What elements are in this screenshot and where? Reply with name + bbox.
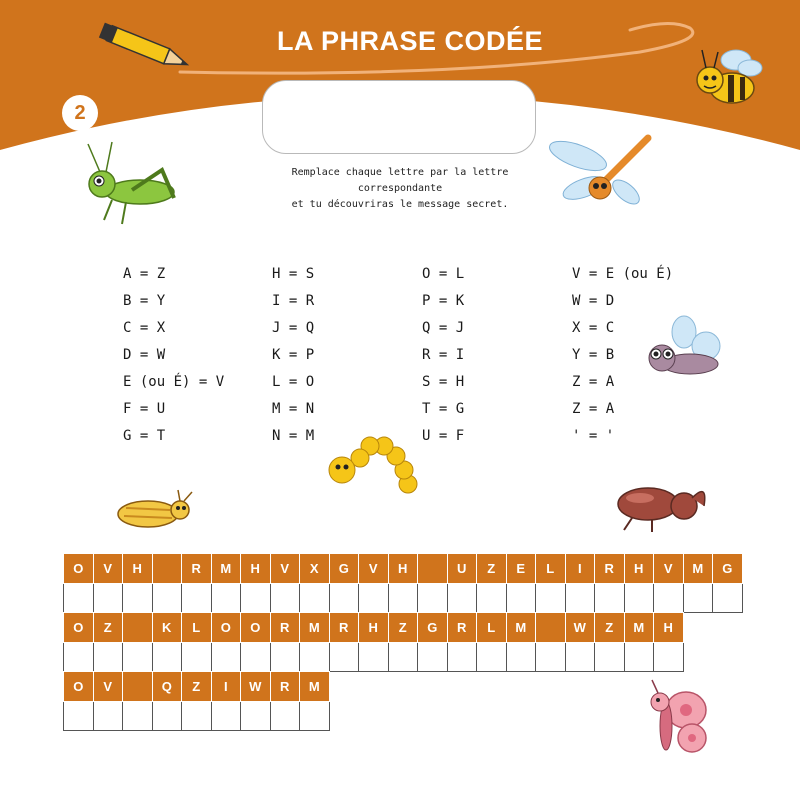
answer-cell[interactable] xyxy=(683,583,713,613)
cipher-entry: F = U xyxy=(123,401,166,417)
code-cell: I xyxy=(211,672,241,702)
instructions-line: et tu découvriras le message secret. xyxy=(291,199,509,210)
pencil-icon xyxy=(96,24,196,74)
code-cell: M xyxy=(211,554,241,584)
answer-cell[interactable] xyxy=(654,642,684,672)
answer-cell[interactable] xyxy=(624,642,654,672)
code-cell: V xyxy=(270,554,300,584)
caterpillar-icon xyxy=(328,430,418,494)
instructions-line: Remplace chaque lettre par la lettre correspondante xyxy=(291,167,509,194)
cipher-entry: S = H xyxy=(422,374,465,390)
code-cell: M xyxy=(300,613,330,643)
answer-cell[interactable] xyxy=(595,642,625,672)
answer-cell[interactable] xyxy=(64,701,94,731)
code-cell: V xyxy=(654,554,684,584)
bee-icon xyxy=(692,42,764,110)
code-cell: Z xyxy=(477,554,507,584)
answer-cell[interactable] xyxy=(447,642,477,672)
code-cell xyxy=(536,613,566,643)
answer-cell[interactable] xyxy=(64,642,94,672)
answer-cell[interactable] xyxy=(359,642,389,672)
cipher-entry: X = C xyxy=(572,320,615,336)
answer-cell[interactable] xyxy=(123,583,153,613)
answer-cell[interactable] xyxy=(388,642,418,672)
answer-cell[interactable] xyxy=(536,583,566,613)
code-cell: R xyxy=(447,613,477,643)
answer-row xyxy=(64,642,684,672)
answer-cell[interactable] xyxy=(270,583,300,613)
code-cell: V xyxy=(93,554,123,584)
code-cell: Z xyxy=(388,613,418,643)
code-cell: R xyxy=(270,613,300,643)
answer-cell[interactable] xyxy=(654,583,684,613)
code-cell: O xyxy=(211,613,241,643)
code-cell: R xyxy=(270,672,300,702)
cipher-entry: H = S xyxy=(272,266,315,282)
answer-cell[interactable] xyxy=(241,583,271,613)
cipher-entry: R = I xyxy=(422,347,465,363)
code-cell: Z xyxy=(93,613,123,643)
answer-cell[interactable] xyxy=(506,642,536,672)
code-cell: R xyxy=(329,613,359,643)
answer-cell[interactable] xyxy=(565,642,595,672)
answer-cell[interactable] xyxy=(624,583,654,613)
answer-cell[interactable] xyxy=(388,583,418,613)
answer-cell[interactable] xyxy=(329,642,359,672)
cipher-entry: E (ou É) = V xyxy=(123,374,225,390)
answer-cell[interactable] xyxy=(300,701,330,731)
answer-cell[interactable] xyxy=(93,701,123,731)
code-cell: I xyxy=(565,554,595,584)
code-cell: V xyxy=(93,672,123,702)
cipher-entry: K = P xyxy=(272,347,315,363)
cipher-column-1 xyxy=(123,261,224,450)
code-cell: R xyxy=(595,554,625,584)
answer-cell[interactable] xyxy=(270,642,300,672)
code-cell: M xyxy=(624,613,654,643)
code-row xyxy=(64,613,684,643)
cipher-column-3 xyxy=(422,261,464,450)
answer-row xyxy=(64,701,330,731)
answer-cell[interactable] xyxy=(477,642,507,672)
answer-cell[interactable] xyxy=(447,583,477,613)
beetle-icon xyxy=(112,488,198,534)
cipher-entry: B = Y xyxy=(123,293,166,309)
answer-cell[interactable] xyxy=(211,701,241,731)
code-cell: W xyxy=(565,613,595,643)
answer-cell[interactable] xyxy=(123,642,153,672)
answer-cell[interactable] xyxy=(211,642,241,672)
code-cell: H xyxy=(123,554,153,584)
cipher-entry: W = D xyxy=(572,293,615,309)
code-cell: M xyxy=(683,554,713,584)
answer-cell[interactable] xyxy=(182,583,212,613)
answer-cell[interactable] xyxy=(152,642,182,672)
answer-cell[interactable] xyxy=(241,642,271,672)
code-cell xyxy=(123,672,153,702)
dragonfly-icon xyxy=(544,132,654,228)
answer-cell[interactable] xyxy=(713,583,743,613)
cipher-entry: A = Z xyxy=(123,266,166,282)
answer-cell[interactable] xyxy=(93,642,123,672)
answer-cell[interactable] xyxy=(152,701,182,731)
answer-cell[interactable] xyxy=(300,583,330,613)
code-cell: R xyxy=(182,554,212,584)
code-cell: H xyxy=(624,554,654,584)
answer-cell[interactable] xyxy=(595,583,625,613)
answer-cell[interactable] xyxy=(182,642,212,672)
code-cell: G xyxy=(418,613,448,643)
code-row xyxy=(64,554,743,584)
answer-box[interactable] xyxy=(262,80,536,154)
code-cell: L xyxy=(536,554,566,584)
cipher-entry: N = M xyxy=(272,428,315,444)
instructions xyxy=(255,165,545,213)
code-cell: O xyxy=(64,672,94,702)
page-title: LA PHRASE CODÉE xyxy=(276,26,544,56)
code-cell: H xyxy=(241,554,271,584)
grasshopper-icon xyxy=(82,140,180,230)
rhinoceros-beetle-icon xyxy=(612,476,710,534)
answer-cell[interactable] xyxy=(565,583,595,613)
cipher-entry: J = Q xyxy=(272,320,315,336)
code-cell: H xyxy=(654,613,684,643)
puzzle-row-3 xyxy=(63,671,330,731)
code-cell: L xyxy=(477,613,507,643)
answer-cell[interactable] xyxy=(123,701,153,731)
cipher-entry: C = X xyxy=(123,320,166,336)
cipher-entry: Z = A xyxy=(572,401,615,417)
cipher-entry: M = N xyxy=(272,401,315,417)
answer-cell[interactable] xyxy=(418,583,448,613)
code-cell: Z xyxy=(182,672,212,702)
answer-cell[interactable] xyxy=(93,583,123,613)
cipher-entry: Q = J xyxy=(422,320,465,336)
answer-cell[interactable] xyxy=(64,583,94,613)
cipher-entry: Y = B xyxy=(572,347,615,363)
cipher-entry: O = L xyxy=(422,266,465,282)
cipher-entry: V = E (ou É) xyxy=(572,266,674,282)
code-cell: E xyxy=(506,554,536,584)
code-cell: H xyxy=(388,554,418,584)
page-number-badge: 2 xyxy=(62,95,98,131)
code-cell: U xyxy=(447,554,477,584)
answer-cell[interactable] xyxy=(211,583,241,613)
answer-cell[interactable] xyxy=(300,642,330,672)
butterfly-icon xyxy=(632,680,712,764)
code-cell: Z xyxy=(595,613,625,643)
cipher-entry: L = O xyxy=(272,374,315,390)
cipher-entry: T = G xyxy=(422,401,465,417)
code-cell: M xyxy=(506,613,536,643)
answer-cell[interactable] xyxy=(418,642,448,672)
code-cell: Q xyxy=(152,672,182,702)
code-cell xyxy=(152,554,182,584)
code-cell: L xyxy=(182,613,212,643)
code-cell: G xyxy=(329,554,359,584)
code-cell: X xyxy=(300,554,330,584)
code-cell xyxy=(123,613,153,643)
code-cell: G xyxy=(713,554,743,584)
code-cell: K xyxy=(152,613,182,643)
cipher-entry: Z = A xyxy=(572,374,615,390)
answer-cell[interactable] xyxy=(506,583,536,613)
cipher-entry: D = W xyxy=(123,347,166,363)
answer-cell[interactable] xyxy=(359,583,389,613)
code-cell: V xyxy=(359,554,389,584)
answer-cell[interactable] xyxy=(152,583,182,613)
code-cell: H xyxy=(359,613,389,643)
answer-cell[interactable] xyxy=(241,701,271,731)
answer-cell[interactable] xyxy=(270,701,300,731)
puzzle-row-1 xyxy=(63,553,743,613)
cipher-entry: P = K xyxy=(422,293,465,309)
cipher-entry: U = F xyxy=(422,428,465,444)
code-row xyxy=(64,672,330,702)
answer-cell[interactable] xyxy=(182,701,212,731)
code-cell: M xyxy=(300,672,330,702)
puzzle-row-2 xyxy=(63,612,684,672)
code-cell: O xyxy=(64,554,94,584)
answer-cell[interactable] xyxy=(329,583,359,613)
code-cell: O xyxy=(64,613,94,643)
cipher-column-2 xyxy=(272,261,314,450)
fly-icon xyxy=(638,316,728,388)
answer-cell[interactable] xyxy=(477,583,507,613)
code-cell: O xyxy=(241,613,271,643)
code-cell xyxy=(418,554,448,584)
cipher-entry: G = T xyxy=(123,428,166,444)
cipher-entry: I = R xyxy=(272,293,315,309)
answer-row xyxy=(64,583,743,613)
answer-cell[interactable] xyxy=(536,642,566,672)
cipher-entry: ' = ' xyxy=(572,428,615,444)
code-cell: W xyxy=(241,672,271,702)
